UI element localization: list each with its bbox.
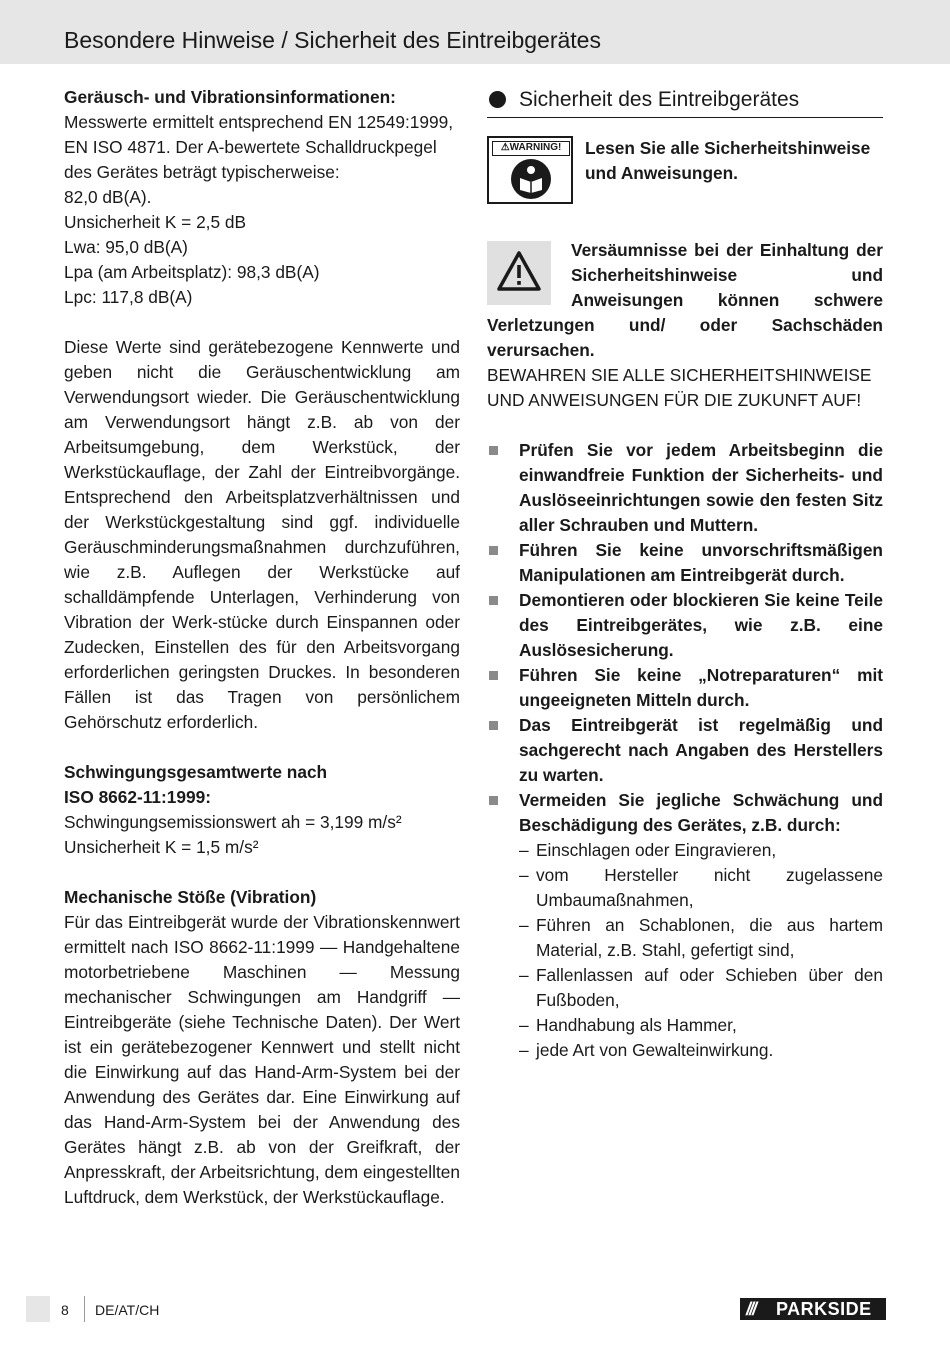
damage-example-text: jede Art von Gewalteinwirkung. — [536, 1040, 774, 1060]
square-bullet-icon — [489, 796, 498, 805]
safety-list-item — [487, 788, 883, 838]
section-heading — [487, 85, 883, 118]
warning-text: Lesen Sie alle Sicherheitshinweise und Anweisungen. — [585, 138, 871, 183]
noise-value-line: Unsicherheit K = 2,5 dB — [64, 212, 247, 232]
page-title: Besondere Hinweise / Sicherheit des Eintreibgerätes — [64, 27, 601, 53]
damage-example-item — [519, 963, 883, 1013]
bullet-dot-icon — [489, 91, 506, 108]
safety-list-text: Demontieren oder blockieren Sie keine Teile des Eintreibgerätes, wie z.B. eine Auslösesicherung. — [519, 590, 883, 660]
damage-example-item — [519, 863, 883, 913]
read-manual-icon — [511, 159, 551, 199]
noise-values — [64, 110, 460, 310]
parkside-logo — [740, 1298, 886, 1320]
noise-heading: Geräusch- und Vibrationsinformationen: — [64, 87, 396, 107]
safety-list-item — [487, 438, 883, 538]
logo-name: PARKSIDE — [776, 1299, 872, 1319]
damage-example-text: Fallenlassen auf oder Schieben über den Fußboden, — [536, 965, 883, 1010]
dash-bullet: – — [519, 915, 529, 935]
vibration-emission-value: Schwingungsemissionswert ah = 3,199 m/s² — [64, 812, 402, 832]
safety-list-item — [487, 538, 883, 588]
damage-example-text: Einschlagen oder Eingravieren, — [536, 840, 777, 860]
noise-paragraph: Diese Werte sind gerätebezogene Kennwerte und geben nicht die Geräuschentwicklung am Verwendungsort wieder. Die Geräuschentwicklung am Verwendungsort hängt z.B. ab von der Arbeitsumgebung, dem Werkstück, der Werkstückauflage, der Zahl der Eintreibvorgänge. Entsprechend den Arbeitsplatzverhältnissen und der Werkstückgestaltung sind ggf. individuelle Geräuschminderungsmaßnahmen durchzuführen, wie z.B. Auflegen der Werkstücke auf schalldämpfende Unterlagen, Verhinderung von Vibration der Werk-stücke durch Einspannen oder Zudecken, Einstellen des für den Arbeitsvorgang erforderlichen geringsten Druckes. In besonderen Fällen ist das Tragen von persönlichem Gehörschutz erforderlich. — [64, 337, 460, 732]
square-bullet-icon — [489, 546, 498, 555]
noise-value-line: des Gerätes beträgt typischerweise: — [64, 162, 340, 182]
dash-bullet: – — [519, 965, 529, 985]
damage-example-item — [519, 1013, 883, 1038]
safety-list — [487, 438, 883, 1063]
noise-value-line: Messwerte ermittelt entsprechend EN 12549:1999, — [64, 112, 454, 132]
warning-read-instructions — [487, 136, 883, 212]
damage-example-item — [519, 913, 883, 963]
noise-value-line: Lwa: 95,0 dB(A) — [64, 237, 188, 257]
logo-slashes: /// — [746, 1299, 756, 1319]
dash-bullet: – — [519, 865, 529, 885]
section-title: Sicherheit des Eintreibgerätes — [519, 88, 800, 111]
safety-list-item — [487, 713, 883, 788]
damage-example-text: vom Hersteller nicht zugelassene Umbaumaßnahmen, — [536, 865, 883, 910]
noise-value-line: 82,0 dB(A). — [64, 187, 152, 207]
mechanical-paragraph: Für das Eintreibgerät wurde der Vibrationskennwert ermittelt nach ISO 8662-11:1999 — Handgehaltene motorbetriebene Maschinen — Messung mechanischer Schwingungen am Handgriff — Eintreibgeräte (siehe Technische Daten). Der Wert ist ein gerätebezogener Kennwert und stellt nicht die Einwirkung auf das Hand-Arm-System bei der Anwendung des Gerätes dar. Eine Einwirkung auf das Hand-Arm-System bei der Anwendung des Gerätes hängt z.B. ab von der Greifkraft, der Anpresskraft, der Arbeitsrichtung, dem eingestellten Luftdruck, dem Werkstück, der Werkstückauflage. — [64, 912, 460, 1207]
square-bullet-icon — [489, 446, 498, 455]
noise-value-line: EN ISO 4871. Der A-bewertete Schalldruckpegel — [64, 137, 437, 157]
safety-list-text: Vermeiden Sie jegliche Schwächung und Beschädigung des Gerätes, z.B. durch: — [519, 790, 883, 835]
page-header — [0, 0, 950, 64]
vibration-heading-line-1: Schwingungsgesamtwerte nach — [64, 762, 328, 782]
danger-notice — [487, 238, 883, 363]
damage-example-item — [519, 838, 883, 863]
keep-instructions-text: BEWAHREN SIE ALLE SICHERHEITSHINWEISE UND ANWEISUNGEN FÜR DIE ZUKUNFT AUF! — [487, 365, 872, 410]
vibration-heading-line-2: ISO 8662-11:1999: — [64, 787, 211, 807]
square-bullet-icon — [489, 671, 498, 680]
region-code: DE/AT/CH — [95, 1302, 160, 1318]
danger-text: Versäumnisse bei der Einhaltung der Sicherheitshinweise und Anweisungen können schwere Verletzungen und/ oder Sachschäden verursachen. — [487, 240, 883, 360]
damage-examples-list — [487, 838, 883, 1063]
dash-bullet: – — [519, 1015, 529, 1035]
warning-triangle-icon — [487, 241, 551, 305]
page-number: 8 — [61, 1302, 69, 1318]
damage-example-item — [519, 1038, 883, 1063]
damage-example-text: Führen an Schablonen, die aus hartem Material, z.B. Stahl, gefertigt sind, — [536, 915, 883, 960]
vibration-uncertainty: Unsicherheit K = 1,5 m/s² — [64, 837, 259, 857]
warning-symbol — [487, 136, 573, 204]
square-bullet-icon — [489, 721, 498, 730]
damage-example-text: Handhabung als Hammer, — [536, 1015, 737, 1035]
safety-list-item — [487, 663, 883, 713]
right-column — [487, 85, 883, 1063]
mechanical-heading: Mechanische Stöße (Vibration) — [64, 887, 317, 907]
safety-list-text: Das Eintreibgerät ist regelmäßig und sachgerecht nach Angaben des Herstellers zu warten. — [519, 715, 883, 785]
square-bullet-icon — [489, 596, 498, 605]
dash-bullet: – — [519, 840, 529, 860]
noise-value-line: Lpc: 117,8 dB(A) — [64, 287, 193, 307]
warning-label: ⚠WARNING! — [492, 141, 570, 156]
safety-list-text: Prüfen Sie vor jedem Arbeitsbeginn die einwandfreie Funktion der Sicherheits- und Auslöseeinrichtungen sowie den festen Sitz aller Schrauben und Muttern. — [519, 440, 883, 535]
footer-divider — [84, 1296, 85, 1322]
safety-list-text: Führen Sie keine unvorschriftsmäßigen Manipulationen am Eintreibgerät durch. — [519, 540, 883, 585]
safety-list-text: Führen Sie keine „Notreparaturen“ mit ungeeigneten Mitteln durch. — [519, 665, 883, 710]
dash-bullet: – — [519, 1040, 529, 1060]
safety-list-item — [487, 588, 883, 663]
left-column — [64, 85, 460, 1210]
footer-tab — [26, 1296, 50, 1322]
noise-value-line: Lpa (am Arbeitsplatz): 98,3 dB(A) — [64, 262, 320, 282]
